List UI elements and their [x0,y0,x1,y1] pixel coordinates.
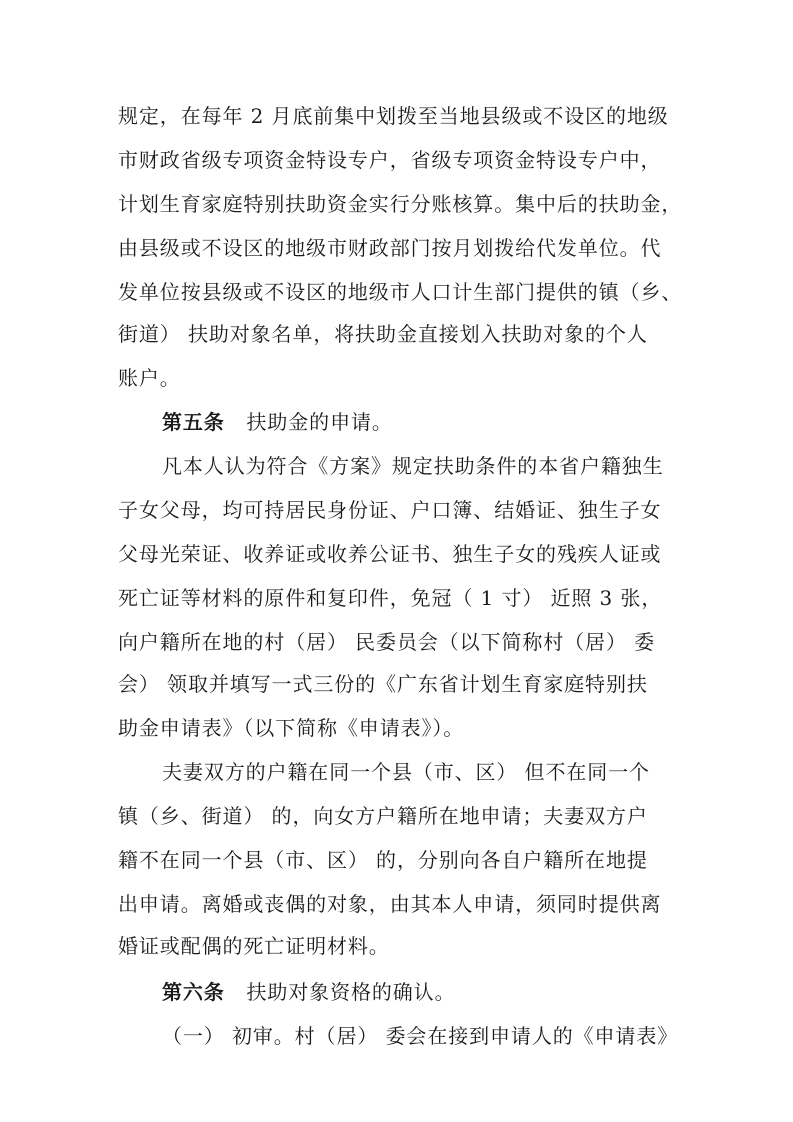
article-6-number: 第六条 [162,980,225,1004]
body-text-line: 婚证或配偶的死亡证明材料。 [118,934,390,958]
body-text-line: 向户籍所在地的村（居） 民委员会（以下简称村（居） 委 [118,630,656,654]
body-text-line: 由县级或不设区的地级市财政部门按月划拨给代发单位。代 [118,236,662,260]
body-text-line: 籍不在同一个县（市、区） 的，分别向各自户籍所在地提 [118,848,648,872]
article-6-title: 扶助对象资格的确认。 [246,980,456,1004]
body-text-line: 街道） 扶助对象名单，将扶助金直接划入扶助对象的个人 [118,322,648,346]
body-text-line: 镇（乡、街道） 的，向女方户籍所在地申请；夫妻双方户 [118,804,648,828]
article-5-number: 第五条 [162,410,225,434]
body-text-line: 父母光荣证、收养证或收养公证书、独生子女的残疾人证或 [118,542,662,566]
article-5-title: 扶助金的申请。 [246,410,393,434]
article-5-heading-line [162,410,393,434]
article-6-heading-line [162,980,455,1004]
body-text-line: 会） 领取并填写一式三份的《广东省计划生育家庭特别扶 [118,672,648,696]
body-text-line: 出申请。离婚或丧偶的对象，由其本人申请，须同时提供离 [118,892,662,916]
body-text-line: 子女父母，均可持居民身份证、户口簿、结婚证、独生子女 [118,498,662,522]
body-text-line: 助金申请表》（以下简称《申请表》）。 [118,716,465,740]
body-text-line: 凡本人认为符合《方案》规定扶助条件的本省户籍独生 [162,454,664,478]
body-text-line: 夫妻双方的户籍在同一个县（市、区） 但不在同一个 [162,760,650,784]
body-text-line: 计划生育家庭特别扶助资金实行分账核算。集中后的扶助金， [118,192,683,216]
body-text-line: 规定，在每年 2 月底前集中划拨至当地县级或不设区的地级 [118,104,669,128]
body-text-line: 账户。 [118,366,181,390]
body-text-line: 发单位按县级或不设区的地级市人口计生部门提供的镇（乡、 [118,280,683,304]
body-text-line: 死亡证等材料的原件和复印件，免冠（ 1 寸） 近照 3 张， [118,586,663,610]
body-text-line: 市财政省级专项资金特设专户，省级专项资金特设专户中， [118,148,662,172]
body-text-line: （一） 初审。村（居） 委会在接到申请人的《申请表》 [162,1024,679,1048]
